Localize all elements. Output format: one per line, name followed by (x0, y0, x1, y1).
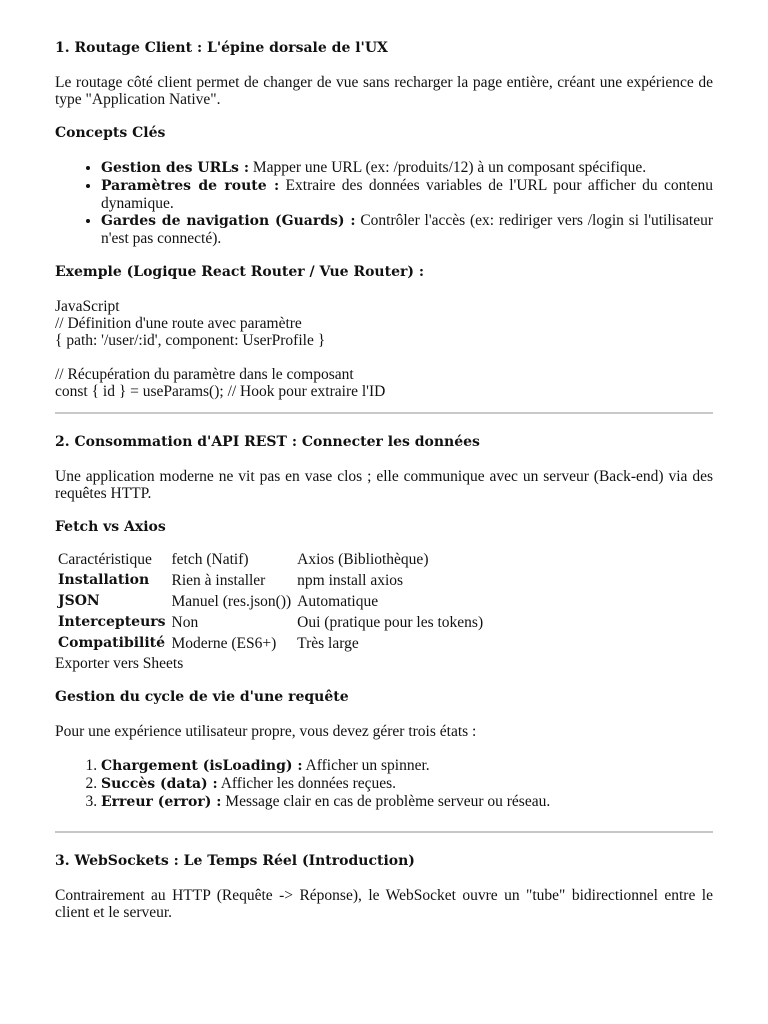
list-item (101, 775, 713, 793)
table-header: fetch (Natif) (171, 551, 249, 568)
section2-title: 2. Consommation d'API REST : Connecter les données (55, 434, 480, 450)
fetch-vs-axios-title: Fetch vs Axios (55, 519, 166, 535)
code-line: // Récupération du paramètre dans le composant (55, 366, 354, 383)
list-item (101, 212, 713, 247)
bullet-text: Contrôler l'accès (ex: rediriger vers /login si l'utilisateur n'est pas connecté). (101, 212, 713, 247)
bullet-text: Mapper une URL (ex: /produits/12) à un composant spécifique. (248, 159, 647, 176)
states-list (55, 757, 713, 811)
bullet-term: Gestion des URLs : (101, 160, 249, 176)
concepts-list (55, 159, 713, 247)
state-text: Afficher les données reçues. (217, 775, 397, 792)
section1-intro: Le routage côté client permet de changer de vue sans recharger la page entière, créant une expérience de type "Application Native". (55, 74, 713, 108)
table-cell: Automatique (297, 593, 379, 610)
table-cell: npm install axios (297, 572, 404, 589)
lifecycle-intro: Pour une expérience utilisateur propre, vous devez gérer trois états : (55, 723, 477, 740)
export-to-sheets-link[interactable]: Exporter vers Sheets (55, 655, 184, 672)
document-content (55, 40, 713, 921)
list-item (101, 793, 713, 811)
table-cell: Intercepteurs (58, 614, 166, 630)
list-item (101, 177, 713, 212)
section1-title: 1. Routage Client : L'épine dorsale de l'UX (55, 40, 388, 56)
table-cell: Compatibilité (58, 635, 166, 651)
table-header-row (55, 550, 486, 571)
state-term: Chargement (isLoading) : (101, 758, 303, 774)
table-header: Caractéristique (58, 551, 152, 568)
code-line (55, 349, 713, 366)
code-line: const { id } = useParams(); // Hook pour extraire l'ID (55, 383, 386, 400)
table-row (55, 592, 486, 613)
table-header: Axios (Bibliothèque) (297, 551, 429, 568)
example-title: Exemple (Logique React Router / Vue Router) : (55, 264, 425, 280)
table-cell: Oui (pratique pour les tokens) (297, 614, 484, 631)
code-block (55, 298, 713, 400)
section2-intro: Une application moderne ne vit pas en vase clos ; elle communique avec un serveur (Back-end) via des requêtes HTTP. (55, 468, 713, 502)
table-cell: Moderne (ES6+) (171, 635, 277, 652)
section3-intro: Contrairement au HTTP (Requête -> Réponse), le WebSocket ouvre un "tube" bidirectionnel entre le client et le serveur. (55, 887, 713, 921)
bullet-term: Paramètres de route : (101, 178, 280, 194)
section3-title: 3. WebSockets : Le Temps Réel (Introduction) (55, 853, 415, 869)
table-cell: Rien à installer (171, 572, 266, 589)
lifecycle-title: Gestion du cycle de vie d'une requête (55, 689, 349, 705)
code-line: JavaScript (55, 298, 120, 315)
bullet-text: Extraire des données variables de l'URL pour afficher du contenu dynamique. (101, 177, 714, 212)
table-cell: JSON (58, 593, 100, 609)
table-cell: Non (171, 614, 199, 631)
state-text: Afficher un spinner. (302, 757, 430, 774)
list-item (101, 757, 713, 775)
comparison-table (55, 550, 486, 655)
bullet-term: Gardes de navigation (Guards) : (101, 213, 356, 229)
state-term: Succès (data) : (101, 776, 218, 792)
table-row (55, 634, 486, 655)
table-row (55, 571, 486, 592)
table-cell: Installation (58, 572, 150, 588)
state-term: Erreur (error) : (101, 794, 222, 810)
table-cell: Très large (297, 635, 359, 652)
table-row (55, 613, 486, 634)
code-line: { path: '/user/:id', component: UserProfile } (55, 332, 326, 349)
concepts-title: Concepts Clés (55, 125, 166, 141)
list-item (101, 159, 713, 177)
table-cell: Manuel (res.json()) (171, 593, 292, 610)
state-text: Message clair en cas de problème serveur ou réseau. (221, 793, 551, 810)
code-line: // Définition d'une route avec paramètre (55, 315, 302, 332)
